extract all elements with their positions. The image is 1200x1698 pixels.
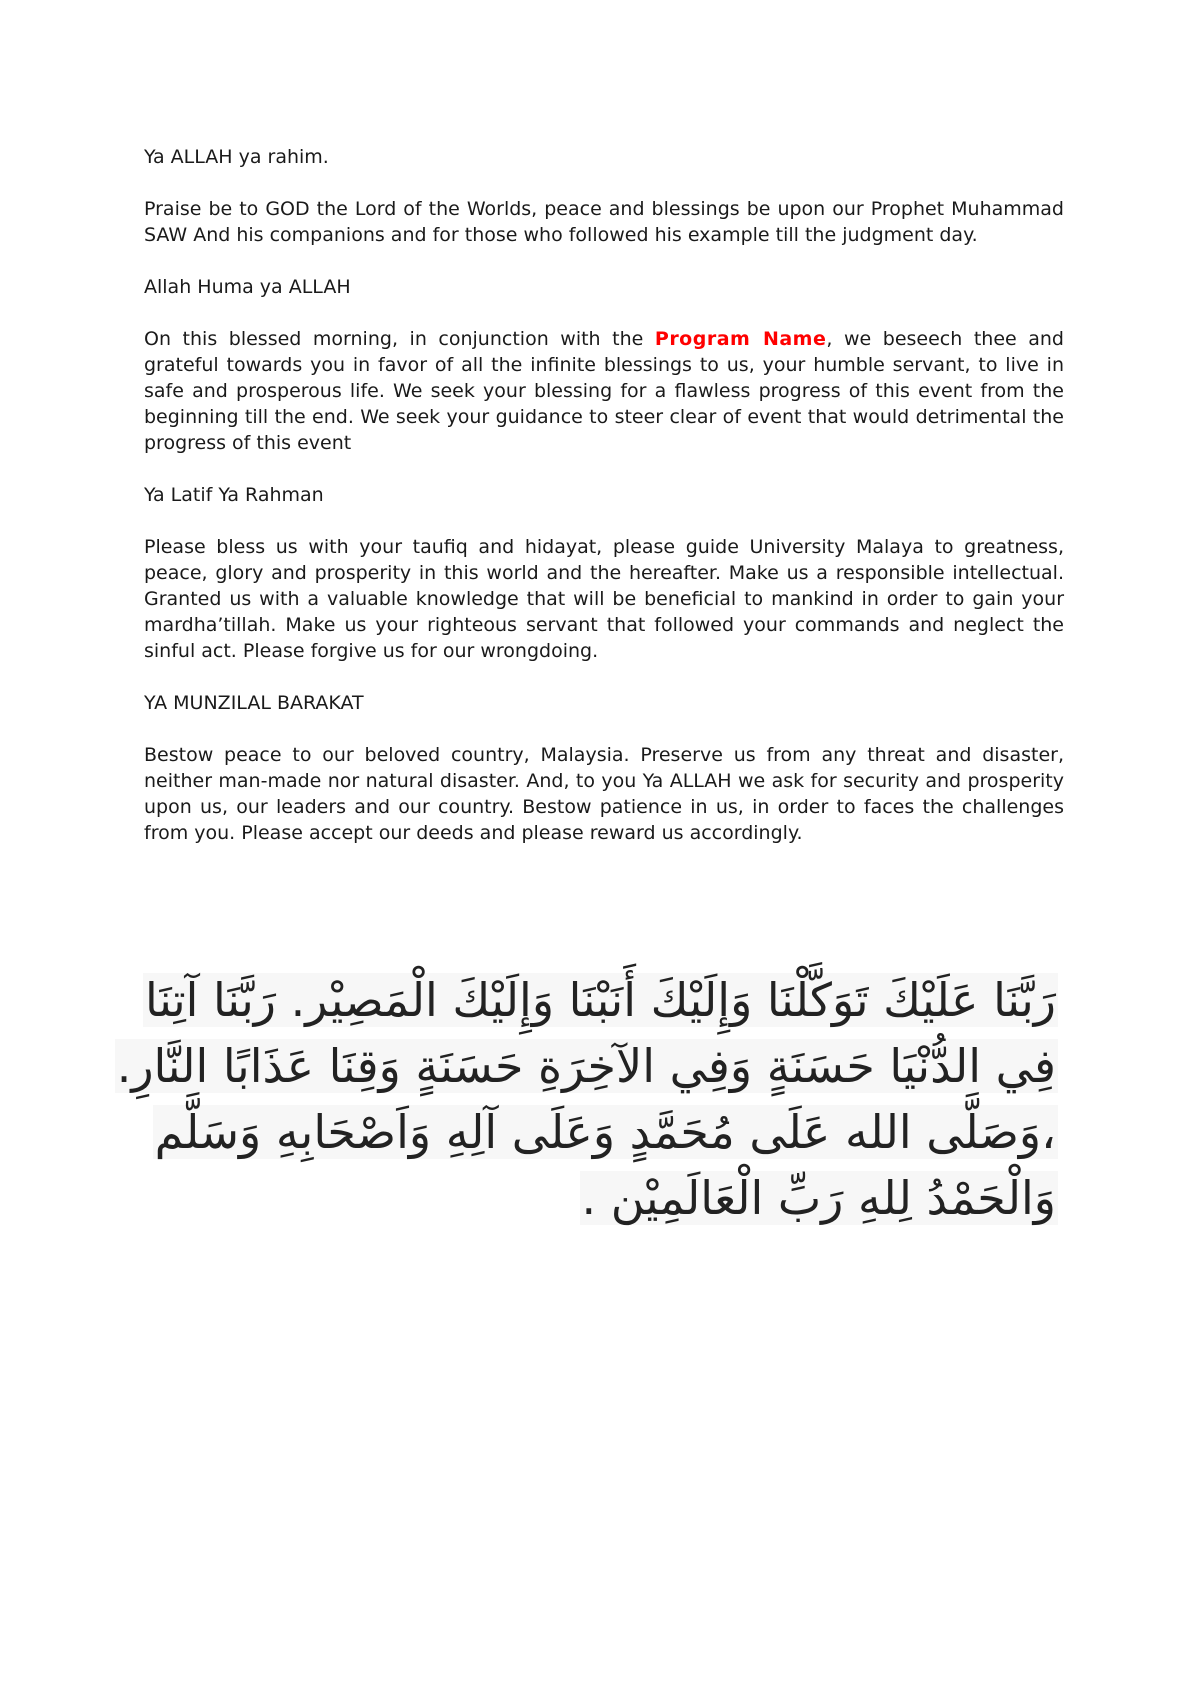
bless-us-paragraph: Please bless us with your taufiq and hidayat, please guide University Malaya to greatness, peace, glory and prosperity in this world and the hereafter. Make us a responsible intellectual. Granted us with a valuable knowledge that will be beneficial to mankind in order to gain your mardha’tillah. Make us your righteous servant that followed your commands and neglect the sinful act. Please forgive us for our wrongdoing. bbox=[144, 536, 1064, 662]
program-name-placeholder: Program Name bbox=[654, 328, 827, 350]
allah-huma-heading: Allah Huma ya ALLAH bbox=[144, 276, 351, 298]
arabic-line-text: رَبَّنَا عَلَيْكَ تَوَكَّلْنَا وَإِلَيْكَ أَنَبْنَا وَإِلَيْكَ الْمَصِيْر. رَبَّنَا آتِنَا bbox=[144, 973, 1056, 1027]
ya-latif-heading: Ya Latif Ya Rahman bbox=[144, 484, 324, 506]
arabic-line bbox=[115, 1165, 1058, 1231]
arabic-line bbox=[115, 1033, 1058, 1099]
praise-paragraph: Praise be to GOD the Lord of the Worlds, peace and blessings be upon our Prophet Muhammad SAW And his companions and for those who followed his example till the judgment day. bbox=[144, 198, 1064, 246]
arabic-line-text: وَالْحَمْدُ لِلهِ رَبِّ الْعَالَمِيْن . bbox=[581, 1171, 1056, 1225]
opening-invocation: Ya ALLAH ya rahim. bbox=[144, 146, 329, 168]
blessed-morning-paragraph bbox=[144, 326, 1064, 456]
arabic-line bbox=[115, 1099, 1058, 1165]
arabic-line-text: ،وَصَلَّى الله عَلَى مُحَمَّدٍ وَعَلَى آلِهِ وَاَصْحَابِهِ وَسَلَّم bbox=[154, 1105, 1056, 1159]
paragraph-text: , we beseech thee and grateful towards you in favor of all the infinite blessings to us, your humble servant, to live in safe and prosperous life. We seek your blessing for a flawless progress of this event from the beginning till the end. We seek your guidance to steer clear of event that would detrimental the progress of this event bbox=[144, 328, 1064, 454]
paragraph-text: On this blessed morning, in conjunction with the bbox=[144, 328, 655, 350]
arabic-line bbox=[115, 967, 1058, 1033]
document-page bbox=[144, 144, 1064, 872]
munzilal-barakat-heading: YA MUNZILAL BARAKAT bbox=[144, 692, 364, 714]
arabic-line-text: فِي الدُّنْيَا حَسَنَةٍ وَفِي الآخِرَةِ حَسَنَةٍ وَقِنَا عَذَابًا النَّارِ. bbox=[116, 1039, 1056, 1093]
arabic-doa-block bbox=[115, 967, 1058, 1231]
bestow-peace-paragraph: Bestow peace to our beloved country, Malaysia. Preserve us from any threat and disaster, neither man-made nor natural disaster. And, to you Ya ALLAH we ask for security and prosperity upon us, our leaders and our country. Bestow patience in us, in order to faces the challenges from you. Please accept our deeds and please reward us accordingly. bbox=[144, 744, 1064, 844]
